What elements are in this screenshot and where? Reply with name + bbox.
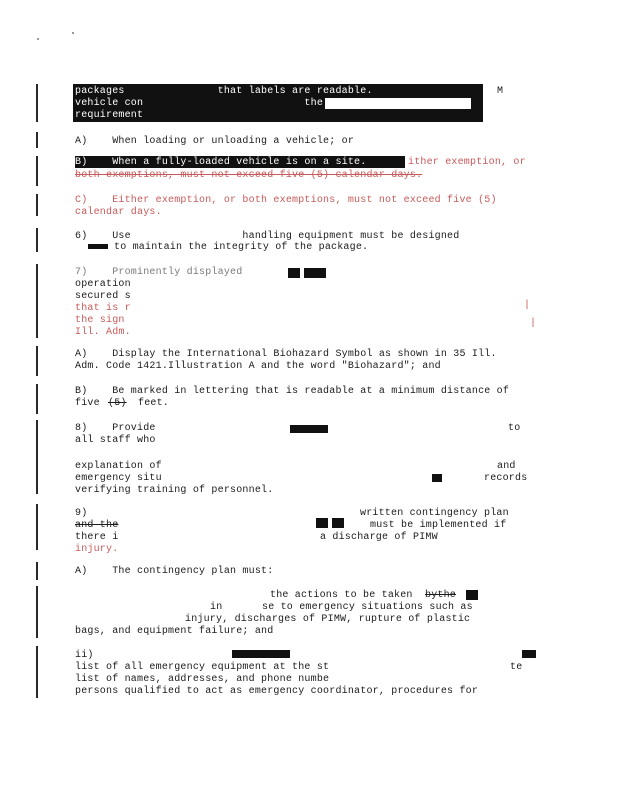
- text-line: must be implemented if: [370, 520, 507, 531]
- redaction-block: [88, 244, 108, 249]
- text-line-struck: and the: [75, 520, 119, 531]
- text-line: B) Be marked in lettering that is readable at a minimum distance of: [75, 386, 510, 397]
- text-line: written contingency plan: [360, 508, 509, 519]
- text-line: 6) Use handling equipment must be designed: [75, 231, 460, 242]
- redaction-block: [232, 650, 290, 658]
- text-line: five: [75, 398, 100, 409]
- text-line: list of all emergency equipment at the st: [75, 662, 330, 673]
- text-line: emergency situ: [75, 473, 162, 484]
- text-line: C) Either exemption, or both exemptions, must not exceed five (5): [75, 195, 497, 206]
- text-line-struck: (5): [108, 398, 127, 409]
- change-bar: [36, 156, 38, 186]
- text-line: feet.: [138, 398, 170, 409]
- change-bar: [36, 586, 38, 638]
- revision-mark: |: [524, 300, 531, 311]
- change-bar: [36, 228, 38, 252]
- text-line-struck: bythe: [425, 590, 457, 601]
- text-line: 7) Prominently displayed: [75, 267, 243, 278]
- text-line: 8) Provide: [75, 423, 156, 434]
- redaction-block: [522, 650, 536, 658]
- text-line: injury.: [75, 544, 119, 555]
- text-line-struck: ither exemption, or: [408, 157, 526, 168]
- text-line: persons qualified to act as emergency coordinator, procedures for: [75, 686, 479, 697]
- change-bar: [36, 132, 38, 148]
- text-line: the sign: [75, 315, 125, 326]
- text-line: vehicle con the: [75, 98, 324, 109]
- text-line: there i: [75, 532, 119, 543]
- redaction-block: [332, 518, 344, 528]
- change-bar: [36, 194, 38, 216]
- text-line: explanation of: [75, 461, 162, 472]
- change-bar: [36, 562, 38, 580]
- text-line: in: [210, 602, 223, 613]
- change-bar: [36, 84, 38, 122]
- text-line-struck: both exemptions, must not exceed five (5) calendar days.: [75, 170, 423, 181]
- text-line: A) Display the International Biohazard Symbol as shown in 35 Ill.: [75, 349, 497, 360]
- text-line: to maintain the integrity of the package.: [114, 242, 369, 253]
- text-line: a discharge of PIMW: [320, 532, 438, 543]
- text-line: list of names, addresses, and phone numbe: [75, 674, 330, 685]
- text-line: to: [508, 423, 521, 434]
- text-line: that is r: [75, 303, 131, 314]
- redaction-block: [290, 425, 328, 433]
- text-line: ii): [75, 650, 94, 661]
- margin-mark: M: [497, 86, 504, 97]
- text-line: and: [497, 461, 516, 472]
- redaction-block: [288, 268, 300, 278]
- text-line: requirement: [75, 110, 144, 121]
- text-line: te: [510, 662, 523, 673]
- scan-speck: [37, 38, 39, 40]
- change-bar: [36, 346, 38, 376]
- change-bar: [36, 264, 38, 338]
- text-line: operation: [75, 279, 131, 290]
- text-line: Ill. Adm.: [75, 327, 131, 338]
- text-line: packages that labels are readable.: [75, 86, 373, 97]
- text-line: calendar days.: [75, 207, 162, 218]
- text-line: 9): [75, 508, 88, 519]
- revision-mark: |: [530, 318, 537, 329]
- scan-speck: [72, 32, 74, 34]
- redaction-block: [432, 474, 442, 482]
- text-line: the actions to be taken: [270, 590, 413, 601]
- text-line: secured s: [75, 291, 131, 302]
- change-bar: [36, 420, 38, 494]
- redaction-block: [316, 518, 328, 528]
- text-line: se to emergency situations such as: [262, 602, 473, 613]
- text-line: verifying training of personnel.: [75, 485, 274, 496]
- change-bar: [36, 504, 38, 550]
- text-line: injury, discharges of PIMW, rupture of plastic: [185, 614, 471, 625]
- whiteout: [325, 98, 471, 109]
- text-line: B) When a fully-loaded vehicle is on a site.: [75, 157, 367, 168]
- redaction-block: [466, 590, 478, 600]
- text-line: bags, and equipment failure; and: [75, 626, 274, 637]
- text-line: A) When loading or unloading a vehicle; or: [75, 136, 355, 147]
- change-bar: [36, 646, 38, 698]
- text-line: records: [484, 473, 528, 484]
- text-line: all staff who: [75, 435, 156, 446]
- change-bar: [36, 384, 38, 414]
- text-line: Adm. Code 1421.Illustration A and the word "Biohazard"; and: [75, 361, 441, 372]
- text-line: A) The contingency plan must:: [75, 566, 274, 577]
- redaction-block: [304, 268, 326, 278]
